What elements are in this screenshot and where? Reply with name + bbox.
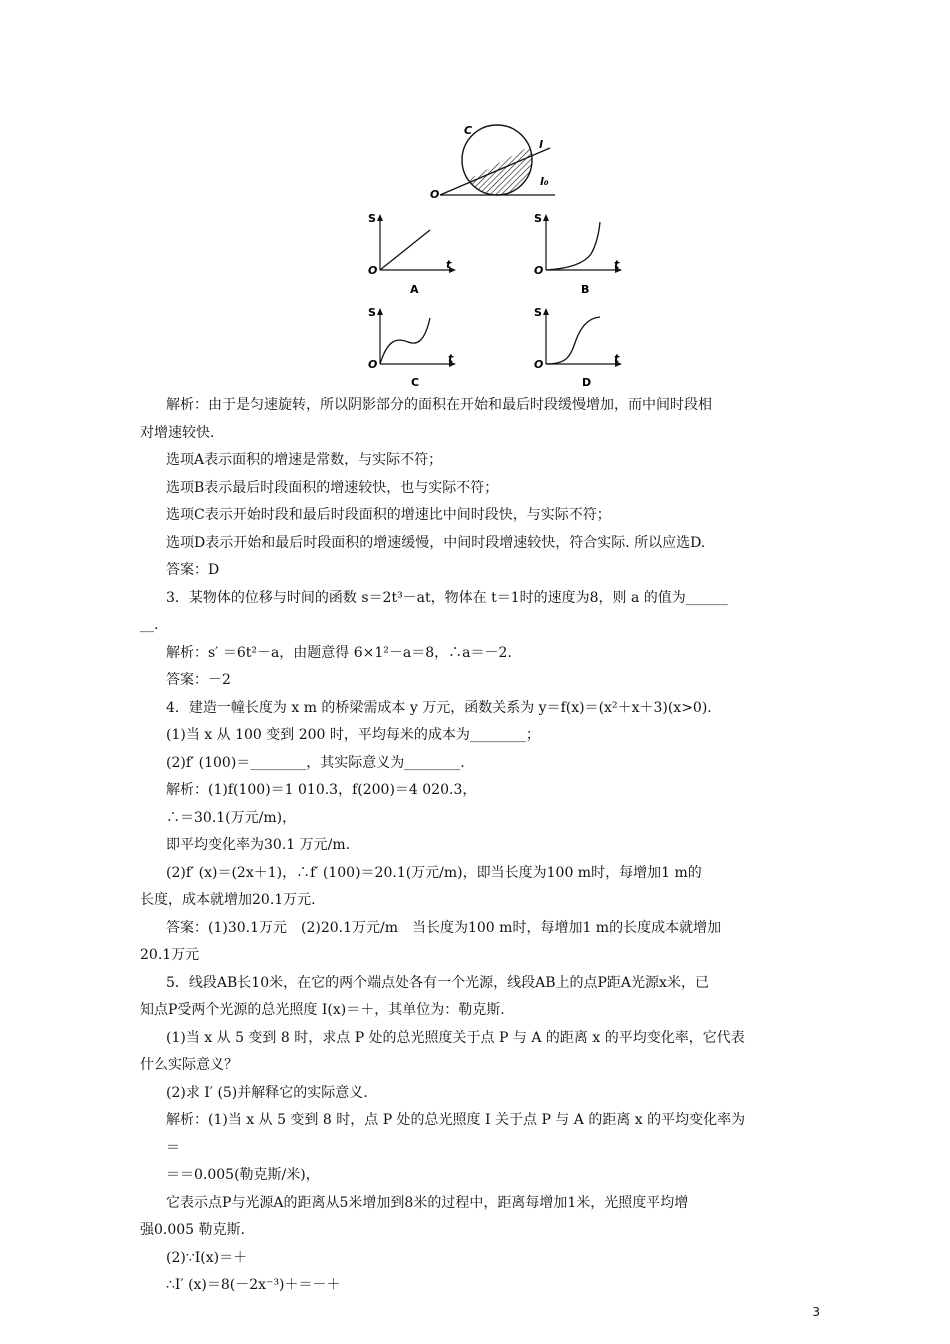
graph-d-axis-s: S (534, 306, 542, 319)
label-o: O (430, 188, 440, 201)
graph-c-axis-s: S (368, 306, 376, 319)
graph-d-axis-t: t (614, 352, 620, 365)
text-line: 3．某物体的位移与时间的函数 s＝2t³－at，物体在 t＝1时的速度为8，则 a 的值为______ (166, 589, 728, 606)
graph-c-curve (380, 318, 430, 364)
text-line: 选项D表示开始和最后时段面积的增速缓慢，中间时段增速较快，符合实际. 所以应选D. (166, 534, 706, 551)
solution-text (140, 392, 820, 1300)
text-line: 知点P受两个光源的总光照度 I(x)＝＋，其单位为：勒克斯. (140, 1002, 505, 1018)
circle-figure (430, 124, 555, 201)
graph-a-origin: O (368, 264, 378, 277)
text-line: ＝ (166, 1139, 180, 1156)
text-line: 20.1万元 (140, 947, 200, 963)
graph-a-axis-s: S (368, 212, 376, 225)
text-line: 选项A表示面积的增速是常数，与实际不符； (166, 452, 443, 468)
label-l: l (539, 138, 543, 151)
text-line: 答案：(1)30.1万元 (2)20.1万元/m 当长度为100 m时，每增加1 m的长度成本就增加 (166, 919, 722, 936)
graph-b-curve (546, 222, 600, 270)
graph-b-axis-t: t (614, 258, 620, 271)
text-line: 答案：D (166, 562, 220, 578)
text-line: 对增速较快. (140, 424, 215, 441)
graph-d-origin: O (534, 358, 544, 371)
graph-b-axis-s: S (534, 212, 542, 225)
graph-a (368, 212, 456, 296)
text-line: ＝＝0.005(勒克斯/米)， (166, 1167, 320, 1183)
graph-a-curve (380, 230, 430, 270)
text-line: (2)f′ (x)＝(2x＋1)，∴f′ (100)＝20.1(万元/m)，即当长度为100 m时，每增加1 m的 (166, 864, 702, 881)
text-line: 答案：－2 (166, 672, 231, 688)
graph-d (534, 306, 622, 388)
text-line: 强0.005 勒克斯. (140, 1222, 245, 1238)
graph-d-caption: D (582, 376, 592, 388)
text-line: 选项B表示最后时段面积的增速较快，也与实际不符； (166, 479, 499, 496)
text-line: 解析：s′ ＝6t²－a，由题意得 6×1²－a＝8，∴a＝－2. (166, 644, 512, 661)
figure-svg (340, 118, 640, 388)
graph-b-caption: B (581, 283, 590, 296)
text-line: 即平均变化率为30.1 万元/m. (166, 837, 351, 853)
text-line: 4．建造一幢长度为 x m 的桥梁需成本 y 万元，函数关系为 y＝f(x)＝(x²＋x＋3)(x>0). (166, 699, 712, 716)
text-line: (1)当 x 从 100 变到 200 时，平均每米的成本为________； (166, 727, 540, 743)
text-line: (2)∵I(x)＝＋ (166, 1249, 248, 1266)
graph-c-axis-t: t (448, 352, 454, 365)
graph-c-caption: C (411, 376, 420, 388)
shaded-region (440, 138, 545, 195)
text-line: 解析：(1)f(100)＝1 010.3，f(200)＝4 020.3， (166, 782, 477, 798)
graph-a-caption: A (410, 283, 419, 296)
text-line: 选项C表示开始时段和最后时段面积的增速比中间时段快，与实际不符； (166, 507, 611, 523)
text-line: 解析：由于是匀速旋转，所以阴影部分的面积在开始和最后时段缓慢增加，而中间时段相 (166, 397, 712, 413)
label-l0: l₀ (540, 175, 549, 188)
graph-c-origin: O (368, 358, 378, 371)
text-line: __. (140, 617, 159, 633)
text-line: (1)当 x 从 5 变到 8 时，求点 P 处的总光照度关于点 P 与 A 的距离 x 的平均变化率，它代表 (166, 1029, 745, 1046)
graph-b-origin: O (534, 264, 544, 277)
text-line: 长度，成本就增加20.1万元. (140, 892, 316, 908)
text-line: 它表示点P与光源A的距离从5米增加到8米的过程中，距离每增加1米，光照度平均增 (166, 1194, 689, 1211)
text-line: (2)f′ (100)＝________，其实际意义为________. (166, 754, 465, 771)
label-c: C (464, 124, 473, 137)
text-line: 5．线段AB长10米，在它的两个端点处各有一个光源，线段AB上的点P距A光源x米，已 (166, 974, 709, 991)
graph-d-curve (546, 317, 600, 364)
graph-c (368, 306, 456, 388)
figure (340, 118, 640, 388)
text-line: (2)求 I′ (5)并解释它的实际意义. (166, 1084, 368, 1101)
page-number: 3 (812, 1305, 820, 1319)
text-line: ∴I′ (x)＝8(－2x⁻³)＋＝－＋ (166, 1277, 341, 1293)
graph-a-axis-t: t (446, 258, 452, 271)
text-line: ∴＝30.1(万元/m)， (166, 809, 297, 826)
text-line: 什么实际意义？ (140, 1057, 238, 1073)
text-line: 解析：(1)当 x 从 5 变到 8 时，点 P 处的总光照度 I 关于点 P 与 A 的距离 x 的平均变化率为 (166, 1112, 746, 1128)
graph-b (534, 212, 622, 296)
